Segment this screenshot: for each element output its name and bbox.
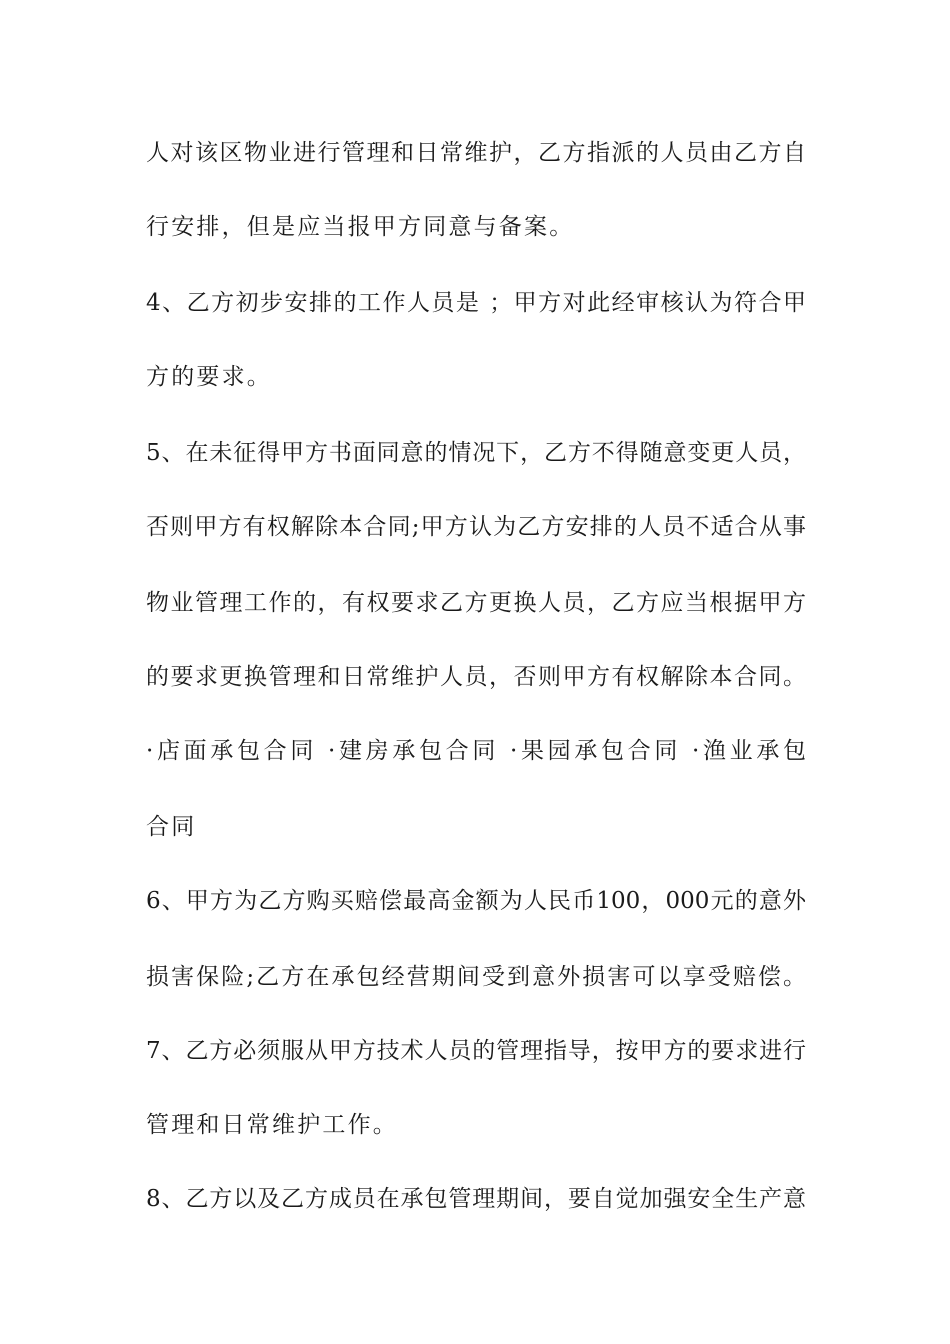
paragraph-line: 4、乙方初步安排的工作人员是 ；甲方对此经审核认为符合甲 <box>146 290 806 316</box>
paragraph-line: 否则甲方有权解除本合同;甲方认为乙方安排的人员不适合从事 <box>146 514 806 540</box>
paragraph-line: 8、乙方以及乙方成员在承包管理期间，要自觉加强安全生产意 <box>146 1186 806 1212</box>
paragraph-line: 方的要求。 <box>146 364 272 390</box>
related-links-line: ·店面承包合同 ·建房承包合同 ·果园承包合同 ·渔业承包 <box>146 738 806 764</box>
paragraph-line: 5、在未征得甲方书面同意的情况下，乙方不得随意变更人员， <box>146 440 806 466</box>
paragraph-line: 7、乙方必须服从甲方技术人员的管理指导，按甲方的要求进行 <box>146 1038 806 1064</box>
paragraph-line: 损害保险;乙方在承包经营期间受到意外损害可以享受赔偿。 <box>146 964 806 990</box>
paragraph-line: 物业管理工作的，有权要求乙方更换人员，乙方应当根据甲方 <box>146 590 806 616</box>
paragraph-line: 的要求更换管理和日常维护人员，否则甲方有权解除本合同。 <box>146 664 806 690</box>
paragraph-line: 6、甲方为乙方购买赔偿最高金额为人民币100，000元的意外 <box>146 888 806 914</box>
related-links-line: 合同 <box>146 814 197 840</box>
paragraph-line: 行安排，但是应当报甲方同意与备案。 <box>146 214 575 240</box>
paragraph-line: 管理和日常维护工作。 <box>146 1112 398 1138</box>
paragraph-line: 人对该区物业进行管理和日常维护，乙方指派的人员由乙方自 <box>146 140 806 166</box>
